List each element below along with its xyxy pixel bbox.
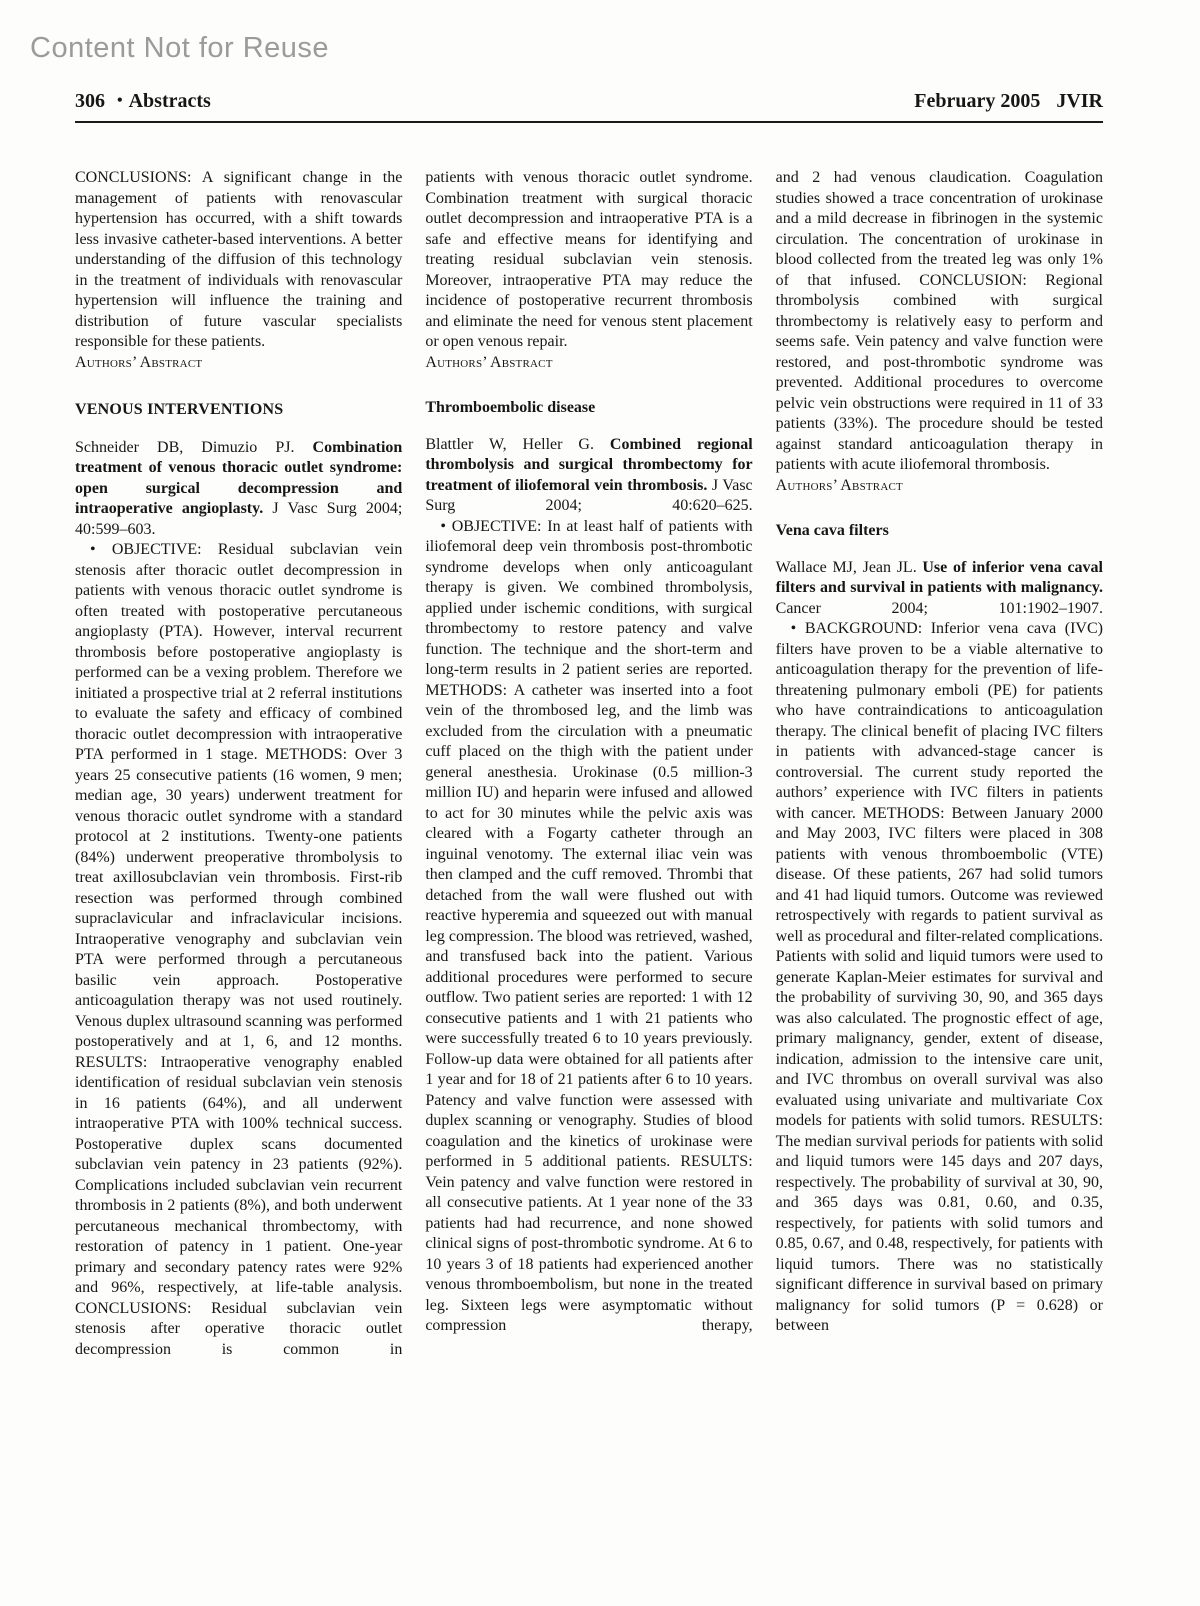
subsection-heading-thromboembolic-disease: Thromboembolic disease — [425, 399, 596, 416]
page-header — [75, 90, 1103, 113]
issue-date: February 2005 — [914, 90, 1041, 112]
citation-blattler — [425, 435, 752, 517]
header-rule — [75, 121, 1103, 123]
page-header-right — [898, 90, 1103, 113]
section-heading-venous-interventions: VENOUS INTERVENTIONS — [75, 401, 284, 418]
citation-schneider — [75, 438, 402, 541]
abstract-continuation-paragraph: patients with venous thoracic outlet syndrome. Combination treatment with surgical thoracic outlet decompression and intraoperative PTA is a safe and effective means for identifying and treating residual subclavian vein stenosis. Moreover, intraoperative PTA may reduce the incidence of postoperative recurrent thrombosis and eliminate the need for venous stent placement or open venous repair. — [425, 169, 753, 350]
authors-abstract-attribution: Authors’ Abstract — [425, 353, 553, 371]
citation-article-title: Combined regional thrombolysis and surgical thrombectomy for treatment of iliofemoral vein thrombosis. — [425, 435, 753, 494]
subsection-heading-vena-cava-filters: Vena cava filters — [775, 522, 889, 539]
column-1 — [75, 168, 402, 1360]
citation-text: Blattler W, Heller G. — [425, 435, 610, 453]
authors-abstract-attribution: Authors’ Abstract — [775, 476, 903, 494]
abstract-continuation-paragraph: and 2 had venous claudication. Coagulation studies showed a trace concentration of urokinase and a mild decrease in fibrinogen in the systemic circulation. The concentration of urokinase in blood collected from the treated leg was only 1% of that infused. CONCLUSION: Regional thrombolysis combined with surgical thrombectomy is relatively easy to perform and seems safe. Vein patency and valve function were restored, and post-thrombotic syndrome was prevented. Additional procedures to overcome pelvic vein obstructions were required in 11 of 33 patients (33%). The procedure should be tested against standard anticoagulation therapy in patients with acute iliofemoral thrombosis. — [775, 169, 1103, 473]
citation-text: Schneider DB, Dimuzio PJ. — [75, 438, 313, 456]
citation-text: Cancer 2004; 101:1902–1907. — [775, 599, 1103, 617]
citation-text: Wallace MJ, Jean JL. — [775, 558, 923, 576]
citation-wallace — [776, 558, 1103, 620]
citation-text: J Vasc Surg 2004; 40:599–603. — [75, 500, 403, 538]
citation-article-title: Use of inferior vena caval filters and survival in patients with malignancy. — [775, 558, 1103, 596]
abstract-conclusions-paragraph: CONCLUSIONS: A significant change in the management of patients with renovascular hypertension has occurred, with a shift towards less invasive catheter-based interventions. A better understanding of the diffusion of this technology in the treatment of individuals with renovascular hypertension will influence the training and distribution of future vascular specialists responsible for these patients. — [75, 169, 403, 350]
authors-abstract-attribution: Authors’ Abstract — [75, 353, 203, 371]
journal-abbreviation: JVIR — [1056, 90, 1103, 112]
abstract-body-paragraph: • OBJECTIVE: In at least half of patients with iliofemoral deep vein thrombosis post-thrombotic syndrome develops when only anticoagulant therapy is given. We combined thrombolysis, applied under ischemic conditions, with surgical thrombectomy to restore patency and valve function. The technique and the short-term and long-term results in 2 patient series are reported. METHODS: A catheter was inserted into a foot vein of the thrombosed leg, and the limb was excluded from the circulation with a pneumatic cuff placed on the thigh with the patient under general anesthesia. Urokinase (0.5 million-3 million IU) and heparin were infused and allowed to act for 30 minutes while the pelvic axis was cleared with a Fogarty catheter through an inguinal venotomy. The external iliac vein was then clamped and the cuff removed. Thrombi that detached from the wall were flushed out with reactive hyperemia and squeezed out with manual leg compression. The blood was retrieved, washed, and transfused back into the patient. Various additional procedures were performed to secure outflow. Two patient series are reported: 1 with 12 consecutive patients and 1 with 21 patients who were successfully treated 6 to 10 years previously. Follow-up data were obtained for all patients after 1 year and for 18 of 21 patients after 6 to 10 years. Patency and valve function were assessed with duplex scanning or venography. Studies of blood coagulation and the kinetics of urokinase were performed in 5 additional patients. RESULTS: Vein patency and valve function were restored in all consecutive patients. At 1 year none of the 33 patients had had recurrence, and none showed clinical signs of post-thrombotic syndrome. At 6 to 10 years 3 of 18 patients had experienced another venous thromboembolism, but none in the treated leg. Sixteen legs were asymptomatic without compression therapy, — [425, 517, 753, 1334]
header-bullet: • — [117, 92, 123, 109]
citation-article-title: Combination treatment of venous thoracic outlet syndrome: open surgical decompression and intraoperative angioplasty. — [75, 438, 403, 517]
abstracts-content — [75, 168, 1103, 1360]
page-number: 306 — [75, 90, 105, 112]
abstract-body-paragraph: • BACKGROUND: Inferior vena cava (IVC) filters have proven to be a viable alternative to anticoagulation therapy for the prevention of life-threatening pulmonary emboli (PE) for patients who have contraindications to anticoagulation therapy. The clinical benefit of placing IVC filters in patients with advanced-stage cancer is controversial. The current study reported the authors’ experience with IVC filters in patients with cancer. METHODS: Between January 2000 and May 2003, IVC filters were placed in 308 patients with venous thromboembolic (VTE) disease. Of these patients, 267 had solid tumors and 41 had liquid tumors. Outcome was reviewed retrospectively with regards to patient survival as well as procedural and filter-related complications. Patients with solid and liquid tumors were used to generate Kaplan-Meier estimates for survival and the probability of surviving 30, 90, and 365 days was also calculated. The prognostic effect of age, primary malignancy, gender, extent of disease, indication, admission to the intensive care unit, and IVC thrombus on overall survival was also evaluated using univariate and multivariate Cox models for patients with solid tumors. RESULTS: The median survival periods for patients with solid and liquid tumors were 145 days and 207 days, respectively. The probability of survival at 30, 90, and 365 days was 0.81, 0.60, and 0.35, respectively, for patients with solid tumors and 0.85, 0.67, and 0.48, respectively, for patients with liquid tumors. There was no statistically significant difference in survival based on primary malignancy for solid tumors (P = 0.628) or between — [775, 620, 1103, 1334]
content-not-for-reuse-watermark: Content Not for Reuse — [30, 32, 330, 64]
column-3 — [776, 168, 1103, 1360]
abstract-body-paragraph: • OBJECTIVE: Residual subclavian vein stenosis after thoracic outlet decompression in patients with venous thoracic outlet syndrome is often treated with postoperative percutaneous angioplasty (PTA). However, interval recurrent thrombosis before postoperative angioplasty is performed can be a vexing problem. Therefore we initiated a prospective trial at 2 referral institutions to evaluate the safety and efficacy of combined thoracic outlet decompression with intraoperative PTA performed in 1 stage. METHODS: Over 3 years 25 consecutive patients (16 women, 9 men; median age, 30 years) underwent treatment for venous thoracic outlet syndrome with a standard protocol at 2 institutions. Twenty-one patients (84%) underwent preoperative thrombolysis to treat axillosubclavian vein thrombosis. First-rib resection was performed through combined supraclavicular and infraclavicular incisions. Intraoperative venography and subclavian vein PTA were performed through a percutaneous basilic vein approach. Postoperative anticoagulation therapy was not used routinely. Venous duplex ultrasound scanning was performed postoperatively and at 1, 6, and 12 months. RESULTS: Intraoperative venography enabled identification of residual subclavian vein stenosis in 16 patients (64%), and all underwent intraoperative PTA with 100% technical success. Postoperative duplex scans documented subclavian vein patency in 23 patients (92%). Complications included subclavian vein recurrent thrombosis in 2 patients (8%), and both underwent percutaneous mechanical thrombectomy, with restoration of patency in 1 patient. One-year primary and secondary patency rates were 92% and 96%, respectively, at life-table analysis. CONCLUSIONS: Residual subclavian vein stenosis after operative thoracic outlet decompression is common in — [75, 541, 403, 1358]
section-label: Abstracts — [128, 90, 211, 112]
page-header-left — [75, 90, 217, 113]
citation-text: J Vasc Surg 2004; 40:620–625. — [425, 476, 753, 514]
column-2 — [425, 168, 752, 1360]
